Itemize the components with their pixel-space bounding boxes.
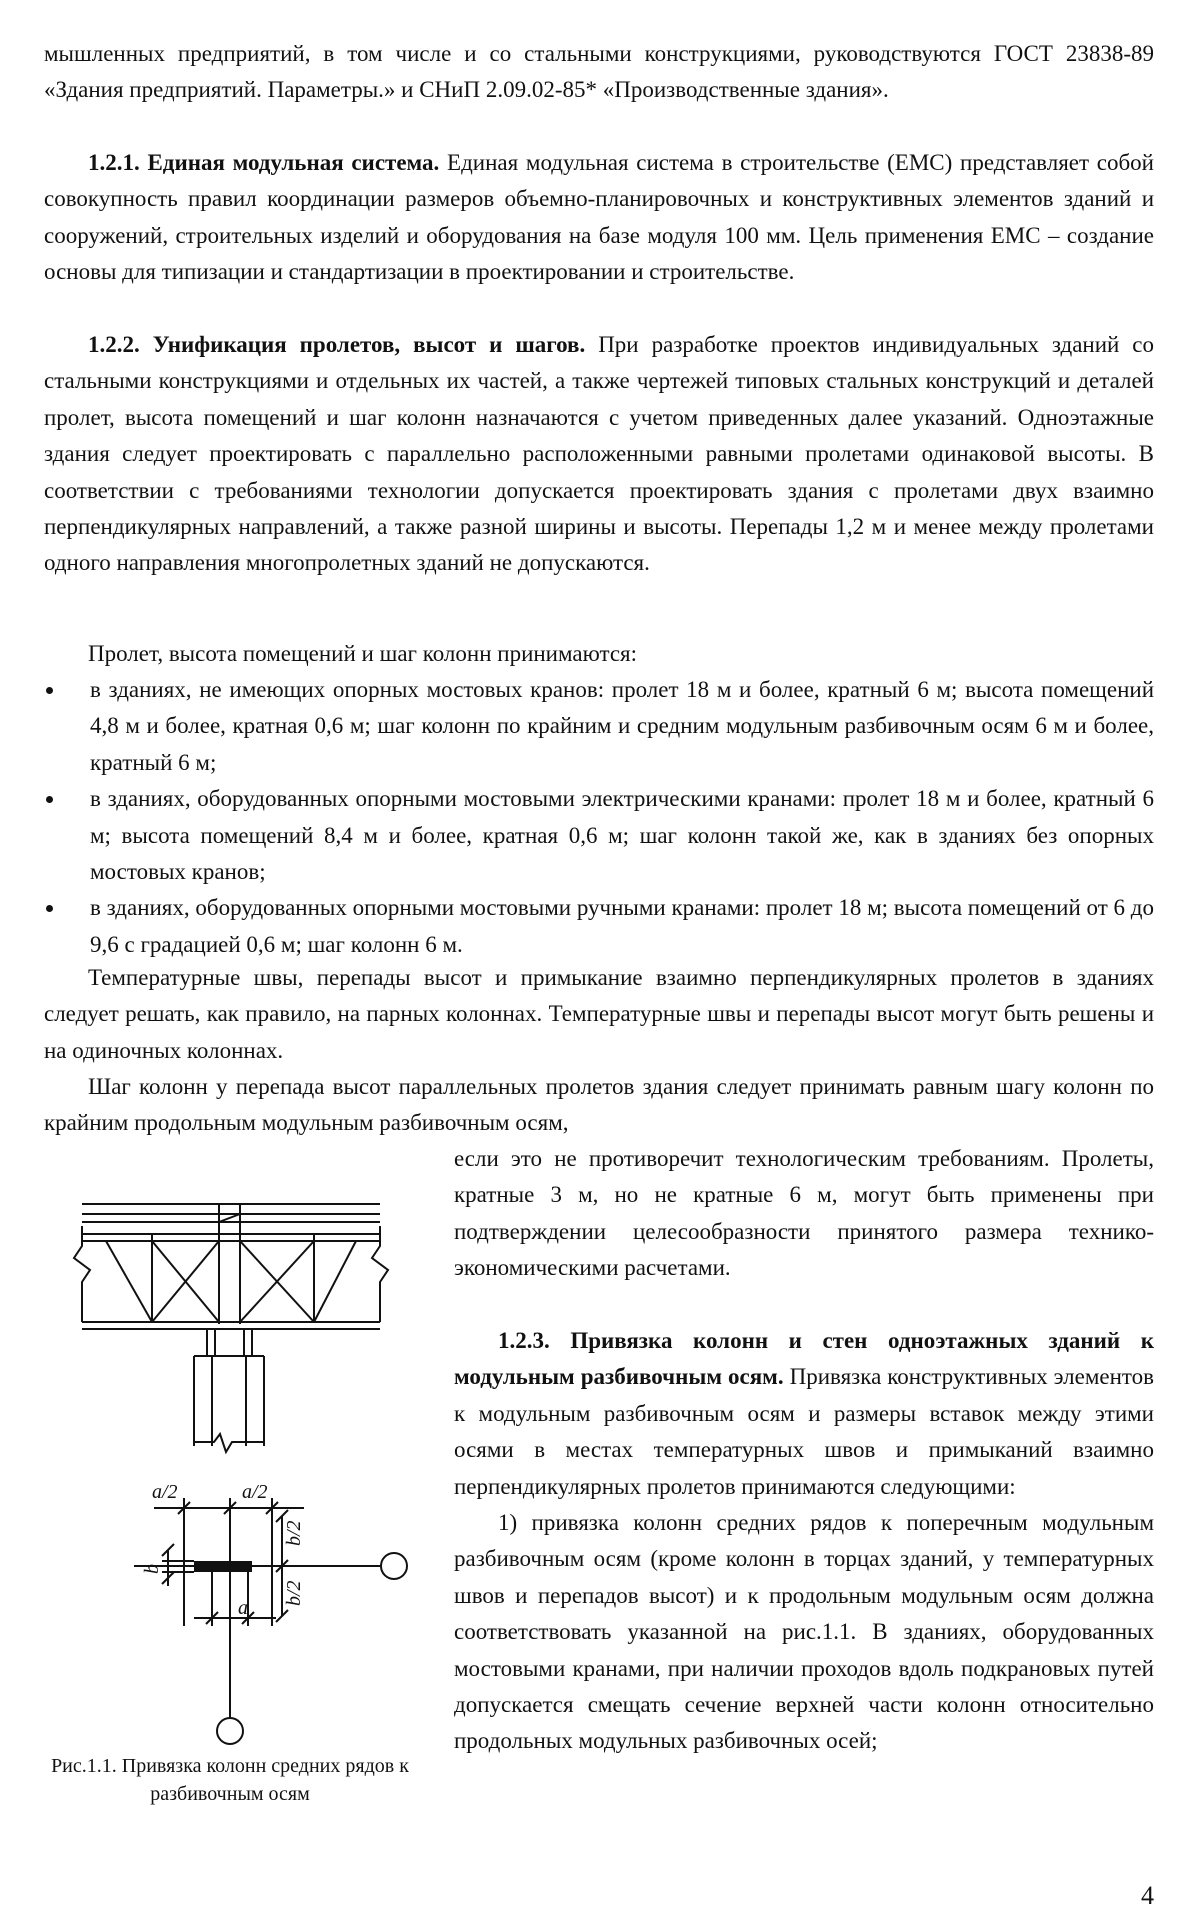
paragraph-joints: Температурные швы, перепады высот и примыкание взаимно перпендикулярных пролетов в зданиях следует решать, как правило, на парных колоннах. Температурные швы и перепады высот могут быть решены и на одиночных колоннах. (44, 965, 1154, 1063)
figure-column-binding (44, 1186, 419, 1776)
label-a: a (238, 1597, 248, 1619)
section-1-2-3 (454, 1323, 1154, 1505)
paragraph-accepted: Пролет, высота помещений и шаг колонн принимаются: (88, 641, 637, 666)
list-item: в зданиях, оборудованных опорными мостовыми электрическими кранами: пролет 18 м и более, кратный 6 м; высота помещений 8,4 м и более, кратная 0,6 м; шаг колонн такой же, как в зданиях без опорных мостовых кранов; (44, 781, 1154, 890)
label-a-half-right: a/2 (242, 1481, 268, 1503)
list-item: в зданиях, не имеющих опорных мостовых кранов: пролет 18 м и более, кратный 6 м; высота помещений 4,8 м и более, кратная 0,6 м; шаг колонн по крайним и средним модульным разбивочным осям 6 м и более, кратный 6 м; (44, 672, 1154, 781)
axis-circle-horizontal (381, 1553, 407, 1579)
section-1-2-2 (44, 327, 1154, 582)
section-heading: 1.2.2. Унификация пролетов, высот и шагов. (88, 332, 586, 357)
label-b-half-top: b/2 (283, 1520, 305, 1546)
page-number: 4 (1141, 1881, 1154, 1910)
label-b: b (141, 1564, 163, 1574)
bullet-list (44, 672, 1154, 963)
paragraph-intro: мышленных предприятий, в том числе и со стальными конструкциями, руководствуются ГОСТ 23838-89 «Здания предприятий. Параметры.» и СНиП 2.09.02-85* «Производственные здания». (44, 41, 1154, 103)
truss-diagonal (106, 1241, 152, 1322)
label-a-half-left: a/2 (152, 1481, 178, 1503)
section-heading: 1.2.1. Единая модульная система. (88, 150, 440, 175)
axis-circle-vertical (217, 1718, 243, 1744)
paragraph-item-1: 1) привязка колонн средних рядов к поперечным модульным разбивочным осям (кроме колонн в торцах зданий, у температурных швов и перепадов высот) и к продольным модульным осям должна соответствовать указанной на рис.1.1. В зданиях, оборудованных мостовыми кранами, при наличии проходов вдоль подкрановых путей допускается смещать сечение верхней части колонн относительно продольных модульных разбивочных осей; (454, 1510, 1154, 1754)
section-text: Единая модульная система в строительстве (ЕМС) представляет собой совокупность правил координации размеров объемно-планировочных и конструктивных элементов зданий и сооружений, строительных изделий и оборудования на базе модуля 100 мм. Цель применения ЕМС – создание основы для типизации и стандартизации в проектировании и строительстве. (44, 150, 1154, 285)
label-b-half-bottom: b/2 (283, 1580, 305, 1606)
list-item: в зданиях, оборудованных опорными мостовыми ручными кранами: пролет 18 м; высота помещений от 6 до 9,6 с градацией 0,6 м; шаг колонн 6 м. (44, 890, 1154, 963)
paragraph-step: Шаг колонн у перепада высот параллельных пролетов здания следует принимать равным шагу колонн по крайним продольным модульным разбивочным осям, (44, 1074, 1154, 1136)
truss-diagonal (314, 1241, 356, 1322)
section-text: Привязка конструктивных элементов к модульным разбивочным осям и размеры вставок между этими осями в местах температурных швов и примыканий взаимно перпендикулярных пролетов принимаются следующими: (454, 1364, 1155, 1499)
column-head (207, 1329, 215, 1356)
paragraph-step-continued: если это не противоречит технологическим требованиям. Пролеты, кратные 3 м, но не кратные 6 м, могут быть применены при подтверждении целесообразности принятого размера технико-экономическими расчетами. (454, 1146, 1154, 1281)
column-break (194, 1434, 264, 1452)
section-heading: 1.2.3. Привязка колонн и стен одноэтажных зданий к модульным разбивочным осям. (454, 1328, 1154, 1390)
section-1-2-1 (44, 145, 1154, 291)
section-text: При разработке проектов индивидуальных зданий со стальными конструкциями и отдельных их частей, а также чертежей типовых стальных конструкций и деталей пролет, высота помещений и шаг колонн назначаются с учетом приведенных далее указаний. Одноэтажные здания следует проектировать с параллельно расположенными равными пролетами одинаковой высоты. В соответствии с требованиями технологии допускается проектировать здания с пролетами двух взаимно перпендикулярных направлений, а также разной ширины и высоты. Перепады 1,2 м и менее между пролетами одного направления многопролетных зданий не допускаются. (44, 332, 1154, 576)
column-head (244, 1329, 252, 1356)
joint-cap (219, 1214, 240, 1222)
figure-caption: Рис.1.1. Привязка колонн средних рядов к разбивочным осям (51, 1755, 409, 1805)
column-section (194, 1561, 252, 1572)
